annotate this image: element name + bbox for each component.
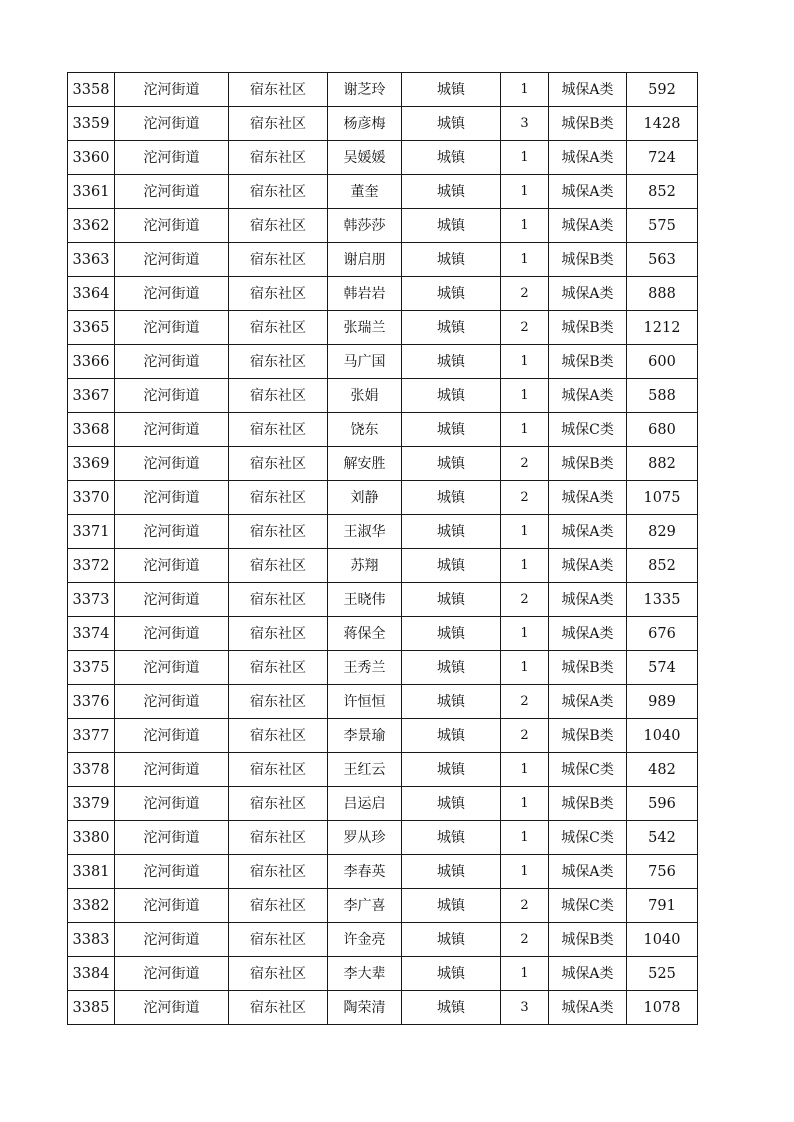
street-cell: 沱河街道: [115, 311, 229, 345]
community-cell: 宿东社区: [229, 719, 328, 753]
area-type-cell: 城镇: [402, 277, 501, 311]
area-type-cell: 城镇: [402, 345, 501, 379]
table-row: [68, 73, 698, 107]
household-size-cell: 2: [501, 277, 549, 311]
amount-cell: 676: [627, 617, 698, 651]
community-cell: 宿东社区: [229, 277, 328, 311]
name-cell: 许金亮: [328, 923, 402, 957]
amount-cell: 574: [627, 651, 698, 685]
amount-cell: 592: [627, 73, 698, 107]
area-type-cell: 城镇: [402, 923, 501, 957]
community-cell: 宿东社区: [229, 311, 328, 345]
community-cell: 宿东社区: [229, 345, 328, 379]
table-row: [68, 447, 698, 481]
area-type-cell: 城镇: [402, 107, 501, 141]
street-cell: 沱河街道: [115, 277, 229, 311]
serial-number-cell: 3375: [68, 651, 115, 685]
community-cell: 宿东社区: [229, 583, 328, 617]
serial-number-cell: 3374: [68, 617, 115, 651]
serial-number-cell: 3381: [68, 855, 115, 889]
household-size-cell: 1: [501, 549, 549, 583]
category-cell: 城保A类: [549, 617, 627, 651]
table-row: [68, 583, 698, 617]
table-row: [68, 515, 698, 549]
area-type-cell: 城镇: [402, 889, 501, 923]
community-cell: 宿东社区: [229, 481, 328, 515]
amount-cell: 588: [627, 379, 698, 413]
street-cell: 沱河街道: [115, 209, 229, 243]
serial-number-cell: 3364: [68, 277, 115, 311]
area-type-cell: 城镇: [402, 311, 501, 345]
name-cell: 解安胜: [328, 447, 402, 481]
area-type-cell: 城镇: [402, 515, 501, 549]
category-cell: 城保A类: [549, 583, 627, 617]
table-row: [68, 277, 698, 311]
street-cell: 沱河街道: [115, 685, 229, 719]
table-row: [68, 617, 698, 651]
community-cell: 宿东社区: [229, 515, 328, 549]
amount-cell: 724: [627, 141, 698, 175]
area-type-cell: 城镇: [402, 651, 501, 685]
community-cell: 宿东社区: [229, 685, 328, 719]
street-cell: 沱河街道: [115, 73, 229, 107]
name-cell: 张娟: [328, 379, 402, 413]
amount-cell: 600: [627, 345, 698, 379]
area-type-cell: 城镇: [402, 617, 501, 651]
household-size-cell: 1: [501, 651, 549, 685]
name-cell: 董奎: [328, 175, 402, 209]
category-cell: 城保B类: [549, 345, 627, 379]
street-cell: 沱河街道: [115, 991, 229, 1025]
name-cell: 刘静: [328, 481, 402, 515]
area-type-cell: 城镇: [402, 991, 501, 1025]
table-row: [68, 889, 698, 923]
table-row: [68, 345, 698, 379]
street-cell: 沱河街道: [115, 583, 229, 617]
household-size-cell: 1: [501, 345, 549, 379]
name-cell: 谢芝玲: [328, 73, 402, 107]
category-cell: 城保A类: [549, 515, 627, 549]
amount-cell: 756: [627, 855, 698, 889]
area-type-cell: 城镇: [402, 549, 501, 583]
amount-cell: 882: [627, 447, 698, 481]
category-cell: 城保B类: [549, 447, 627, 481]
community-cell: 宿东社区: [229, 923, 328, 957]
serial-number-cell: 3371: [68, 515, 115, 549]
area-type-cell: 城镇: [402, 481, 501, 515]
name-cell: 王秀兰: [328, 651, 402, 685]
area-type-cell: 城镇: [402, 73, 501, 107]
household-size-cell: 3: [501, 107, 549, 141]
serial-number-cell: 3383: [68, 923, 115, 957]
category-cell: 城保A类: [549, 73, 627, 107]
category-cell: 城保A类: [549, 991, 627, 1025]
household-size-cell: 2: [501, 583, 549, 617]
category-cell: 城保B类: [549, 787, 627, 821]
name-cell: 李大辈: [328, 957, 402, 991]
community-cell: 宿东社区: [229, 889, 328, 923]
table-row: [68, 855, 698, 889]
amount-cell: 829: [627, 515, 698, 549]
name-cell: 王晓伟: [328, 583, 402, 617]
name-cell: 吴媛媛: [328, 141, 402, 175]
household-size-cell: 2: [501, 447, 549, 481]
table-row: [68, 107, 698, 141]
household-size-cell: 2: [501, 481, 549, 515]
household-size-cell: 1: [501, 413, 549, 447]
household-size-cell: 1: [501, 175, 549, 209]
table-row: [68, 243, 698, 277]
serial-number-cell: 3358: [68, 73, 115, 107]
table-row: [68, 685, 698, 719]
serial-number-cell: 3376: [68, 685, 115, 719]
name-cell: 许恒恒: [328, 685, 402, 719]
name-cell: 饶东: [328, 413, 402, 447]
household-size-cell: 1: [501, 787, 549, 821]
amount-cell: 1335: [627, 583, 698, 617]
table-row: [68, 209, 698, 243]
category-cell: 城保A类: [549, 481, 627, 515]
household-size-cell: 1: [501, 617, 549, 651]
community-cell: 宿东社区: [229, 787, 328, 821]
table-row: [68, 481, 698, 515]
household-size-cell: 2: [501, 311, 549, 345]
community-cell: 宿东社区: [229, 617, 328, 651]
street-cell: 沱河街道: [115, 379, 229, 413]
area-type-cell: 城镇: [402, 957, 501, 991]
street-cell: 沱河街道: [115, 617, 229, 651]
name-cell: 李广喜: [328, 889, 402, 923]
amount-cell: 989: [627, 685, 698, 719]
household-size-cell: 1: [501, 957, 549, 991]
name-cell: 陶荣清: [328, 991, 402, 1025]
household-size-cell: 1: [501, 855, 549, 889]
category-cell: 城保C类: [549, 413, 627, 447]
street-cell: 沱河街道: [115, 923, 229, 957]
area-type-cell: 城镇: [402, 583, 501, 617]
street-cell: 沱河街道: [115, 141, 229, 175]
community-cell: 宿东社区: [229, 379, 328, 413]
serial-number-cell: 3363: [68, 243, 115, 277]
street-cell: 沱河街道: [115, 413, 229, 447]
name-cell: 韩莎莎: [328, 209, 402, 243]
category-cell: 城保A类: [549, 141, 627, 175]
area-type-cell: 城镇: [402, 685, 501, 719]
table-row: [68, 379, 698, 413]
community-cell: 宿东社区: [229, 209, 328, 243]
category-cell: 城保B类: [549, 923, 627, 957]
household-size-cell: 1: [501, 209, 549, 243]
table-row: [68, 141, 698, 175]
name-cell: 张瑞兰: [328, 311, 402, 345]
community-cell: 宿东社区: [229, 107, 328, 141]
street-cell: 沱河街道: [115, 345, 229, 379]
serial-number-cell: 3368: [68, 413, 115, 447]
serial-number-cell: 3370: [68, 481, 115, 515]
category-cell: 城保A类: [549, 209, 627, 243]
table-row: [68, 549, 698, 583]
table-row: [68, 957, 698, 991]
category-cell: 城保B类: [549, 311, 627, 345]
household-size-cell: 2: [501, 889, 549, 923]
street-cell: 沱河街道: [115, 889, 229, 923]
street-cell: 沱河街道: [115, 787, 229, 821]
category-cell: 城保A类: [549, 957, 627, 991]
name-cell: 王淑华: [328, 515, 402, 549]
table-row: [68, 311, 698, 345]
street-cell: 沱河街道: [115, 753, 229, 787]
street-cell: 沱河街道: [115, 549, 229, 583]
area-type-cell: 城镇: [402, 855, 501, 889]
serial-number-cell: 3385: [68, 991, 115, 1025]
community-cell: 宿东社区: [229, 855, 328, 889]
community-cell: 宿东社区: [229, 73, 328, 107]
table-row: [68, 753, 698, 787]
serial-number-cell: 3378: [68, 753, 115, 787]
street-cell: 沱河街道: [115, 651, 229, 685]
category-cell: 城保C类: [549, 821, 627, 855]
community-cell: 宿东社区: [229, 447, 328, 481]
area-type-cell: 城镇: [402, 141, 501, 175]
amount-cell: 1040: [627, 719, 698, 753]
relief-roster-table: [67, 72, 698, 1025]
name-cell: 杨彦梅: [328, 107, 402, 141]
category-cell: 城保A类: [549, 379, 627, 413]
household-size-cell: 1: [501, 141, 549, 175]
street-cell: 沱河街道: [115, 107, 229, 141]
street-cell: 沱河街道: [115, 175, 229, 209]
amount-cell: 680: [627, 413, 698, 447]
community-cell: 宿东社区: [229, 549, 328, 583]
table-row: [68, 175, 698, 209]
category-cell: 城保C类: [549, 889, 627, 923]
area-type-cell: 城镇: [402, 175, 501, 209]
area-type-cell: 城镇: [402, 719, 501, 753]
serial-number-cell: 3362: [68, 209, 115, 243]
serial-number-cell: 3380: [68, 821, 115, 855]
table-row: [68, 651, 698, 685]
area-type-cell: 城镇: [402, 413, 501, 447]
household-size-cell: 1: [501, 753, 549, 787]
serial-number-cell: 3379: [68, 787, 115, 821]
name-cell: 韩岩岩: [328, 277, 402, 311]
serial-number-cell: 3360: [68, 141, 115, 175]
amount-cell: 852: [627, 175, 698, 209]
community-cell: 宿东社区: [229, 243, 328, 277]
table-row: [68, 413, 698, 447]
amount-cell: 563: [627, 243, 698, 277]
table-body: [68, 73, 698, 1025]
household-size-cell: 3: [501, 991, 549, 1025]
area-type-cell: 城镇: [402, 209, 501, 243]
category-cell: 城保B类: [549, 243, 627, 277]
household-size-cell: 1: [501, 821, 549, 855]
table-row: [68, 991, 698, 1025]
amount-cell: 1078: [627, 991, 698, 1025]
community-cell: 宿东社区: [229, 651, 328, 685]
serial-number-cell: 3372: [68, 549, 115, 583]
name-cell: 吕运启: [328, 787, 402, 821]
amount-cell: 542: [627, 821, 698, 855]
category-cell: 城保A类: [549, 685, 627, 719]
category-cell: 城保B类: [549, 107, 627, 141]
amount-cell: 888: [627, 277, 698, 311]
community-cell: 宿东社区: [229, 957, 328, 991]
table-row: [68, 821, 698, 855]
amount-cell: 525: [627, 957, 698, 991]
amount-cell: 852: [627, 549, 698, 583]
category-cell: 城保A类: [549, 855, 627, 889]
household-size-cell: 2: [501, 685, 549, 719]
household-size-cell: 1: [501, 73, 549, 107]
name-cell: 李景瑜: [328, 719, 402, 753]
serial-number-cell: 3373: [68, 583, 115, 617]
household-size-cell: 2: [501, 923, 549, 957]
street-cell: 沱河街道: [115, 957, 229, 991]
serial-number-cell: 3361: [68, 175, 115, 209]
household-size-cell: 1: [501, 243, 549, 277]
amount-cell: 575: [627, 209, 698, 243]
street-cell: 沱河街道: [115, 855, 229, 889]
area-type-cell: 城镇: [402, 379, 501, 413]
serial-number-cell: 3382: [68, 889, 115, 923]
amount-cell: 791: [627, 889, 698, 923]
household-size-cell: 1: [501, 515, 549, 549]
category-cell: 城保A类: [549, 277, 627, 311]
amount-cell: 482: [627, 753, 698, 787]
category-cell: 城保C类: [549, 753, 627, 787]
category-cell: 城保A类: [549, 549, 627, 583]
serial-number-cell: 3369: [68, 447, 115, 481]
name-cell: 谢启朋: [328, 243, 402, 277]
community-cell: 宿东社区: [229, 413, 328, 447]
amount-cell: 596: [627, 787, 698, 821]
street-cell: 沱河街道: [115, 243, 229, 277]
household-size-cell: 2: [501, 719, 549, 753]
name-cell: 蒋保全: [328, 617, 402, 651]
serial-number-cell: 3377: [68, 719, 115, 753]
serial-number-cell: 3384: [68, 957, 115, 991]
street-cell: 沱河街道: [115, 515, 229, 549]
area-type-cell: 城镇: [402, 753, 501, 787]
community-cell: 宿东社区: [229, 753, 328, 787]
serial-number-cell: 3359: [68, 107, 115, 141]
area-type-cell: 城镇: [402, 787, 501, 821]
area-type-cell: 城镇: [402, 243, 501, 277]
area-type-cell: 城镇: [402, 821, 501, 855]
serial-number-cell: 3366: [68, 345, 115, 379]
amount-cell: 1212: [627, 311, 698, 345]
community-cell: 宿东社区: [229, 821, 328, 855]
amount-cell: 1428: [627, 107, 698, 141]
area-type-cell: 城镇: [402, 447, 501, 481]
street-cell: 沱河街道: [115, 481, 229, 515]
amount-cell: 1040: [627, 923, 698, 957]
name-cell: 苏翔: [328, 549, 402, 583]
name-cell: 罗从珍: [328, 821, 402, 855]
name-cell: 马广国: [328, 345, 402, 379]
household-size-cell: 1: [501, 379, 549, 413]
serial-number-cell: 3365: [68, 311, 115, 345]
table-row: [68, 787, 698, 821]
street-cell: 沱河街道: [115, 447, 229, 481]
amount-cell: 1075: [627, 481, 698, 515]
serial-number-cell: 3367: [68, 379, 115, 413]
street-cell: 沱河街道: [115, 821, 229, 855]
table-row: [68, 719, 698, 753]
street-cell: 沱河街道: [115, 719, 229, 753]
category-cell: 城保B类: [549, 651, 627, 685]
name-cell: 李春英: [328, 855, 402, 889]
category-cell: 城保A类: [549, 175, 627, 209]
name-cell: 王红云: [328, 753, 402, 787]
community-cell: 宿东社区: [229, 991, 328, 1025]
community-cell: 宿东社区: [229, 141, 328, 175]
category-cell: 城保B类: [549, 719, 627, 753]
community-cell: 宿东社区: [229, 175, 328, 209]
table-row: [68, 923, 698, 957]
